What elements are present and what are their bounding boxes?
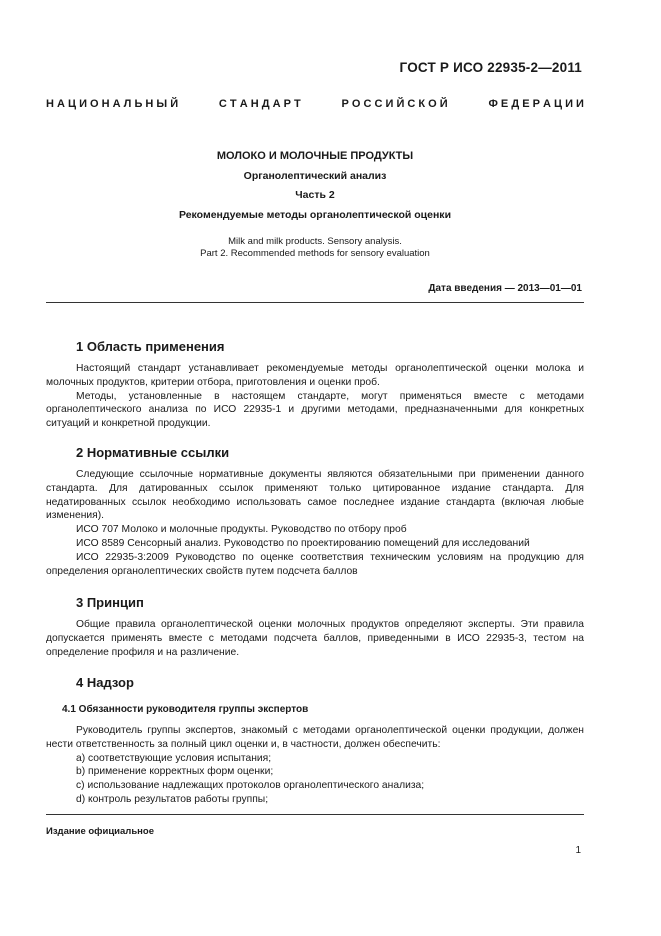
banner-word-russian: Р О С С И Й С К О Й xyxy=(341,98,448,110)
section-4-1-paragraph-1: Руководитель группы экспертов, знакомый с методами органолептической оценки продукции, должен нести ответственность за полный цикл оценки и, в частности, должен обеспечить: xyxy=(46,725,584,750)
national-standard-banner xyxy=(46,98,584,110)
section-4-1-body xyxy=(46,724,584,807)
section-1-body xyxy=(46,362,584,431)
banner-word-national: Н А Ц И О Н А Л Ь Н Ы Й xyxy=(46,98,179,110)
section-2-heading: 2 Нормативные ссылки xyxy=(76,445,230,460)
title-main: МОЛОКО И МОЛОЧНЫЕ ПРОДУКТЫ xyxy=(216,150,414,162)
title-part: Часть 2 xyxy=(295,189,335,201)
reference-iso-22935-3: ИСО 22935-3:2009 Руководство по оценке соответствия техническим условиям на продукцию для определения органолептических свойств путем подсчета баллов xyxy=(46,551,584,577)
banner-word-standard: С Т А Н Д А Р Т xyxy=(218,98,301,110)
section-1 xyxy=(46,340,584,354)
section-3-body xyxy=(46,618,584,659)
reference-iso-8589: ИСО 8589 Сенсорный анализ. Руководство по проектированию помещений для исследований xyxy=(76,537,530,549)
section-4-1 xyxy=(46,703,584,717)
header-divider xyxy=(46,302,584,303)
section-4-1-heading: 4.1 Обязанности руководителя группы экспертов xyxy=(62,704,309,715)
page-number: 1 xyxy=(575,845,581,856)
section-4 xyxy=(46,676,584,690)
section-3-heading: 3 Принцип xyxy=(76,595,144,610)
section-1-paragraph-2: Методы, установленные в настоящем стандарте, могут применяться вместе с методами органолептического анализа по ИСО 22935-1 и другими методами, предназначенными для конкретных ситуаций и конкретной продукции. xyxy=(46,390,584,430)
reference-iso-707: ИСО 707 Молоко и молочные продукты. Руководство по отбору проб xyxy=(76,524,407,536)
list-item: b) применение корректных форм оценки; xyxy=(76,766,274,778)
section-2-body xyxy=(46,468,584,578)
section-1-heading: 1 Область применения xyxy=(76,339,225,354)
list-item: d) контроль результатов работы группы; xyxy=(76,793,269,805)
section-3-paragraph-1: Общие правила органолептической оценки молочных продуктов определяют эксперты. Эти правила допускается применять вместе с методами подсчета баллов, приведенными в ИСО 22935-3, тестом на определение профиля и на различение. xyxy=(46,619,584,658)
title-english-line-2: Part 2. Recommended methods for sensory evaluation xyxy=(200,248,430,259)
section-3 xyxy=(46,596,584,610)
section-2-paragraph-1: Следующие ссылочные нормативные документы являются обязательными при применении данного стандарта. Для датированных ссылок применяют только цитированное издание стандарта. Для недатированных ссылок необходимо использовать самое последнее издание стандарта (включая любые изменения). xyxy=(46,469,584,522)
title-english-line-1: Milk and milk products. Sensory analysis. xyxy=(228,236,402,247)
list-item: a) соответствующие условия испытания; xyxy=(76,752,272,764)
section-4-heading: 4 Надзор xyxy=(76,675,134,690)
section-1-paragraph-1: Настоящий стандарт устанавливает рекомендуемые методы органолептической оценки молока и молочных продуктов, критерии отбора, приготовления и оценки проб. xyxy=(46,363,584,388)
title-name: Рекомендуемые методы органолептической оценки xyxy=(178,209,452,221)
title-sub: Органолептический анализ xyxy=(243,170,387,182)
edition-label: Издание официальное xyxy=(46,826,154,837)
list-item: c) использование надлежащих протоколов органолептического анализа; xyxy=(76,780,425,792)
introduction-date: Дата введения — 2013—01—01 xyxy=(428,283,582,294)
document-number: ГОСТ Р ИСО 22935-2—2011 xyxy=(399,60,582,75)
banner-word-federation: Ф Е Д Е Р А Ц И И xyxy=(488,98,584,110)
section-2 xyxy=(46,446,584,460)
footer-divider xyxy=(46,814,584,815)
